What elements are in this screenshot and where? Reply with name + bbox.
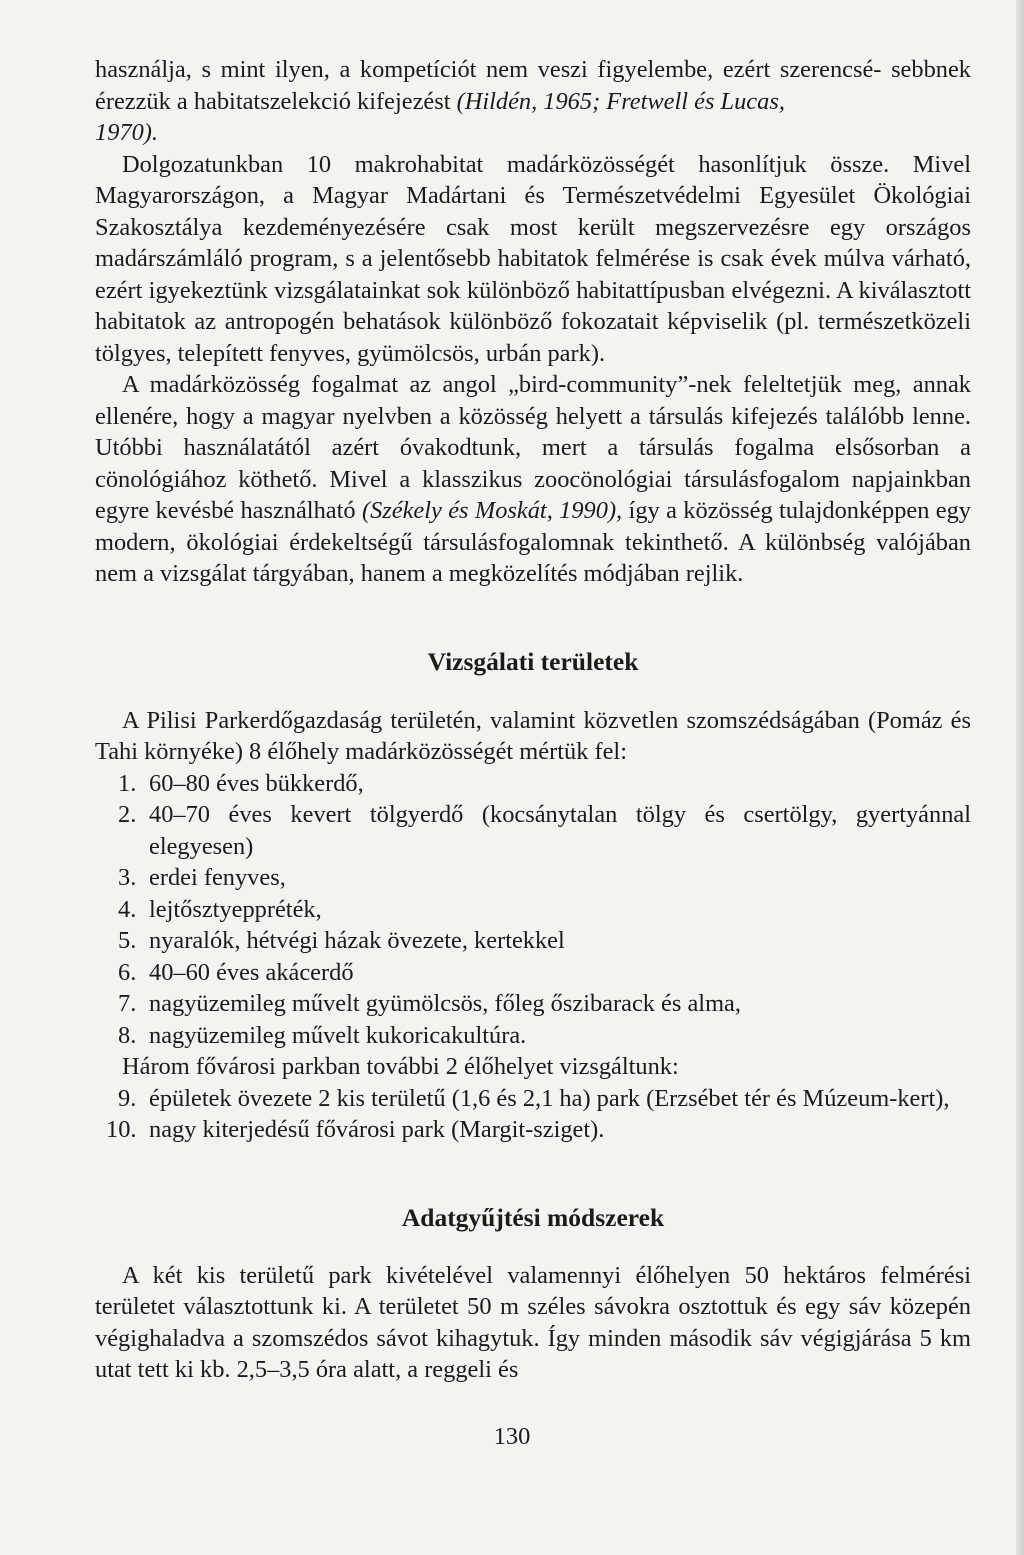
park-list: [95, 1083, 971, 1146]
list-item-number: 3.: [118, 864, 137, 891]
list-item-number: 6.: [118, 958, 137, 986]
list-item: [95, 894, 971, 926]
list-item-text: nyaralók, hétvégi házak övezete, kertekkel: [149, 927, 565, 954]
list-item: [95, 957, 971, 989]
list-item-number: 4.: [118, 895, 137, 923]
list-item: [95, 988, 971, 1020]
study-areas-intro: A Pilisi Parkerdőgazdaság területén, valamint közvetlen szomszédságában (Pomáz és Tahi környéke) 8 élőhely madárközösségét mértük fel:: [95, 706, 971, 765]
page-edge-shadow: [1016, 0, 1024, 1555]
list-item: [95, 768, 971, 800]
list-item-text: nagyüzemileg művelt kukoricakultúra.: [149, 1021, 527, 1049]
list-item-text: épületek övezete 2 kis területű (1,6 és 2,1 ha) park (Erzsébet tér és Múzeum-kert),: [149, 1084, 950, 1112]
list-item-text: nagyüzemileg művelt gyümölcsös, főleg őszibarack és alma,: [149, 990, 741, 1017]
page-number: 130: [493, 1423, 531, 1450]
list-item-text: 40–60 éves akácerdő: [149, 958, 354, 986]
paragraph-3-part-1: A madárközösség fogalmat az angol „bird-community”-nek feleltetjük meg, annak ellenére, hogy a magyar nyelvben a közösség helyett a társulás kifejezés találóbb lenne. Utóbbi használatától azért óvakodtunk, mert a társulás fogalma elsősorban a cönológiához köthető. Mivel a klasszikus zoocönológiai társulásfogalom napjainkban egyre kevésbé használható: [95, 371, 971, 524]
list-item-text: 60–80 éves bükkerdő,: [149, 769, 364, 797]
list-item: [95, 1114, 971, 1146]
list-item-number: 2.: [118, 801, 137, 828]
citation-hilden: (Hildén, 1965; Fretwell és Lucas,: [456, 87, 785, 115]
page-content: [95, 54, 971, 1386]
citation-year: 1970).: [95, 119, 159, 146]
list-item: [95, 925, 971, 957]
intro-line-2: sebbnek érezzük a habitatszelekció kifejezést: [95, 56, 971, 115]
list-item-text: nagy kiterjedésű fővárosi park (Margit-sziget).: [149, 1116, 605, 1143]
list-item-number: 9.: [118, 1084, 137, 1112]
paragraph-3-part-2: így a közösség tulajdonképpen egy modern, ökológiai érdekeltségű társulásfogalomnak tekinthető. A különbség valójában nem a vizsgálat tárgyában, hanem a megközelítés módjában rejlik.: [95, 497, 971, 587]
list-item-number: 10.: [106, 1116, 137, 1143]
habitat-list: [95, 768, 971, 1052]
intro-paragraph-3: [95, 369, 971, 590]
intro-paragraph-2: Dolgozatunkban 10 makrohabitat madárközösségét hasonlítjuk össze. Mivel Magyarországon, a Magyar Madártani és Természetvédelmi Egyesület Ökológiai Szakosztálya kezdeményezésére csak most került megszervezésre egy országos madárszámláló program, s a jelentősebb habitatok felmérése is csak évek múlva várható, ezért igyekeztünk vizsgálatainkat sok különböző habitattípusban elvégezni. A kiválasztott habitatok az antropogén behatások különböző fokozatait képviselik (pl. természetközeli tölgyes, telepített fenyves, gyümölcsös, urbán park).: [95, 150, 971, 367]
list-item: [95, 1020, 971, 1052]
list-item-number: 8.: [118, 1021, 137, 1049]
section-heading-methods: Adatgyűjtési módszerek: [401, 1202, 665, 1232]
list-item-number: 1.: [118, 769, 137, 797]
list-item-number: 5.: [118, 927, 137, 954]
list-item-text: lejtősztyeppréték,: [149, 895, 322, 923]
list-item: [95, 862, 971, 894]
parks-intro: Három fővárosi parkban további 2 élőhelyet vizsgáltunk:: [122, 1053, 679, 1080]
list-item-text: erdei fenyves,: [149, 864, 286, 891]
intro-paragraph-1: [95, 54, 971, 149]
list-item: [95, 1083, 971, 1115]
citation-szekely: (Székely és Moskát, 1990),: [361, 497, 623, 524]
list-item-number: 7.: [118, 990, 137, 1017]
list-item-text: 40–70 éves kevert tölgyerdő (kocsánytalan tölgy és csertölgy, gyertyánnal elegyesen): [149, 801, 971, 860]
list-item: [95, 799, 971, 862]
section-heading-study-areas: Vizsgálati területek: [427, 646, 639, 676]
methods-paragraph: A két kis területű park kivételével valamennyi élőhelyen 50 hektáros felmérési területet választottunk ki. A területet 50 m széles sávokra osztottuk és egy sáv közepén végighaladva a szomszédos sávot kihagytuk. Így minden második sáv végigjárása 5 km utat tett ki kb. 2,5–3,5 óra alatt, a reggeli és: [95, 1261, 971, 1383]
intro-line-1: használja, s mint ilyen, a kompetíciót nem veszi figyelembe, ezért szerencsé-: [95, 56, 882, 83]
